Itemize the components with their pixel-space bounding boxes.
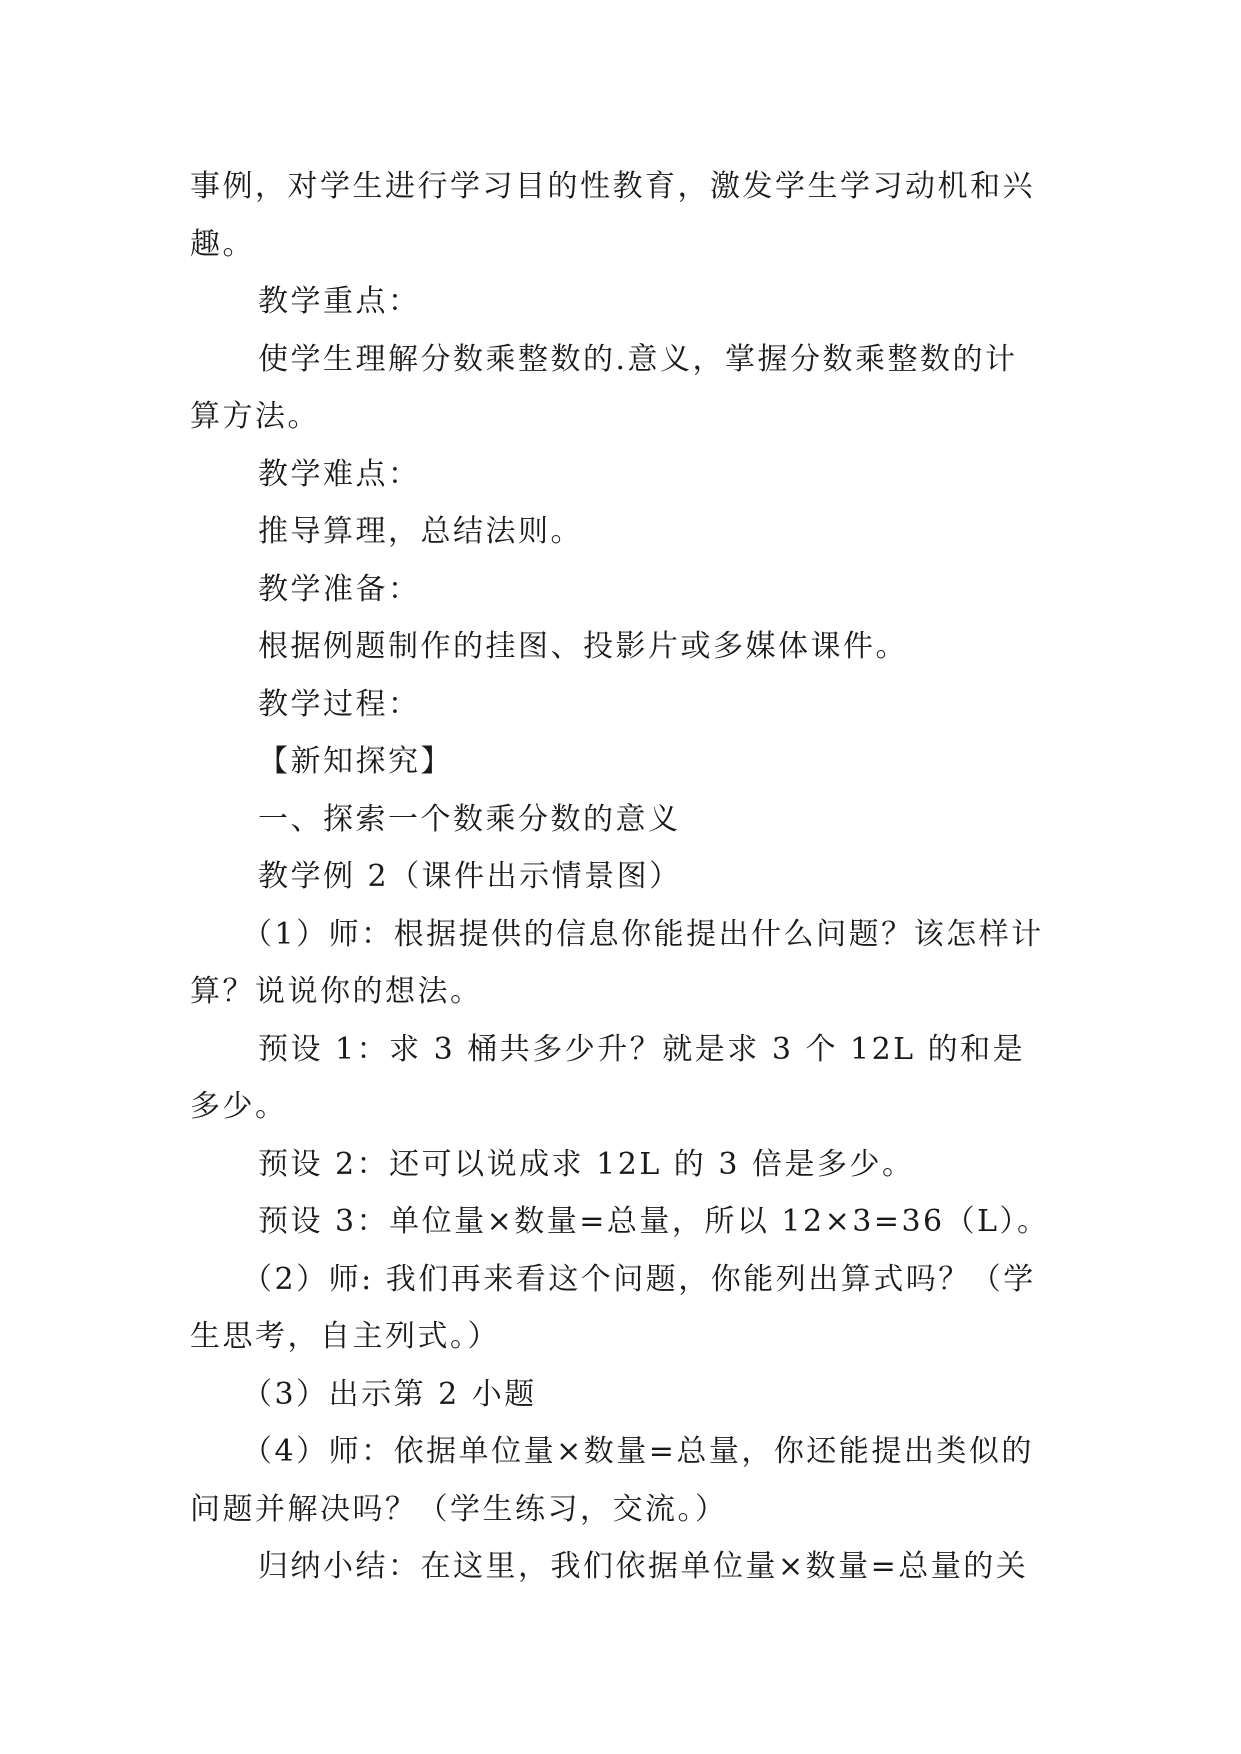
heading-difficulties: 教学难点： bbox=[258, 456, 421, 492]
heading-preparation: 教学准备： bbox=[258, 571, 421, 607]
paragraph-step-2: （2）师: 我们再来看这个问题，你能列出算式吗？（学生思考，自主列式。） bbox=[190, 1261, 1036, 1354]
paragraph-key-points: 使学生理解分数乘整数的.意义，掌握分数乘整数的计算方法。 bbox=[190, 341, 1018, 434]
section-title-1: 一、探索一个数乘分数的意义 bbox=[258, 801, 681, 837]
paragraph-step-1: （1）师：根据提供的信息你能提出什么问题？该怎样计算？说说你的想法。 bbox=[190, 916, 1044, 1009]
paragraph-step-4: （4）师：依据单位量×数量=总量，你还能提出类似的问题并解决吗？（学生练习，交流。） bbox=[190, 1434, 1034, 1527]
document-body bbox=[190, 158, 1050, 1596]
paragraph-example-2: 教学例 2（课件出示情景图） bbox=[258, 859, 682, 894]
heading-key-points: 教学重点： bbox=[258, 284, 421, 319]
paragraph-preparation: 根据例题制作的挂图、投影片或多媒体课件。 bbox=[258, 629, 908, 664]
paragraph-step-3: （3）出示第 2 小题 bbox=[242, 1376, 537, 1412]
paragraph-preset-2: 预设 2：还可以说成求 12L 的 3 倍是多少。 bbox=[258, 1146, 915, 1182]
paragraph-summary: 归纳小结：在这里，我们依据单位量×数量=总量的关 bbox=[258, 1549, 1029, 1584]
heading-process: 教学过程： bbox=[258, 686, 421, 722]
paragraph-preset-1: 预设 1：求 3 桶共多少升？就是求 3 个 12L 的和是多少。 bbox=[190, 1031, 1026, 1124]
paragraph-continuation: 事例，对学生进行学习目的性教育，激发学生学习动机和兴趣。 bbox=[190, 169, 1035, 262]
heading-new-knowledge: 【新知探究】 bbox=[258, 744, 453, 779]
paragraph-difficulties: 推导算理，总结法则。 bbox=[258, 514, 583, 549]
paragraph-preset-3: 预设 3：单位量×数量=总量，所以 12×3=36（L）。 bbox=[258, 1204, 1050, 1239]
